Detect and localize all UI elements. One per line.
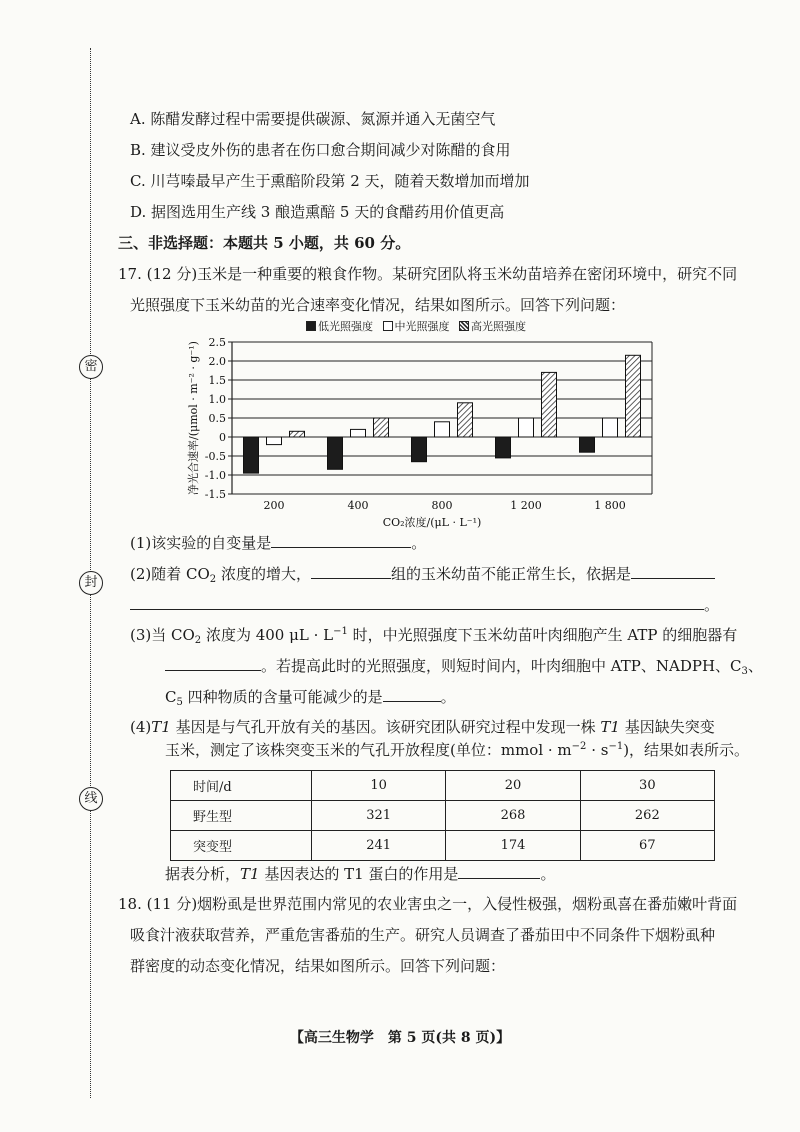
q17-part2-cont (130, 594, 719, 615)
bar-高光照强度 (458, 403, 473, 437)
q17-part2-end: 。 (704, 596, 720, 614)
bar-低光照强度 (580, 437, 595, 452)
chart-legend (300, 318, 526, 334)
y-tick-label: -1.5 (204, 488, 226, 501)
q17-part3-text-b: 浓度为 400 μL · L (201, 626, 334, 644)
y-tick-label: 0 (219, 431, 226, 444)
q17-part3-text-g: 四种物质的含量可能减少的是 (182, 688, 383, 706)
q17-part2-sub: 2 (209, 574, 217, 585)
y-tick-label: -0.5 (204, 450, 226, 463)
q17-part4 (130, 716, 715, 737)
q17-part4-sup1: −2 (571, 741, 587, 752)
bar-高光照强度 (374, 418, 389, 437)
table-cell: 67 (580, 831, 714, 861)
bar-中光照强度 (435, 422, 450, 437)
bar-低光照强度 (412, 437, 427, 462)
q17-part3-sup: −1 (333, 626, 348, 637)
x-tick-label: 1 200 (510, 499, 542, 512)
q17-part4-gene2: T1 (600, 718, 620, 736)
q17-after-text-a: 据表分析， (165, 865, 241, 883)
stomata-table (170, 770, 715, 861)
table-cell: 突变型 (171, 831, 312, 861)
q17-part1-end: 。 (411, 534, 427, 552)
bar-中光照强度 (351, 429, 366, 437)
q17-part3-text-f: C (165, 688, 177, 706)
bar-高光照强度 (542, 372, 557, 437)
section-heading: 三、非选择题：本题共 5 小题，共 60 分。 (118, 234, 411, 252)
q17-after-gene: T1 (240, 865, 260, 883)
y-tick-label: 1.0 (208, 393, 226, 406)
page-footer: 【高三生物学 第 5 页(共 8 页)】 (289, 1030, 511, 1046)
q17-part4-text-c: 基因缺失突变 (619, 718, 715, 736)
q17-part3 (130, 624, 737, 646)
y-axis-title: 净光合速率/(μmol · m⁻² · g⁻¹) (187, 341, 200, 495)
table-header-row (171, 771, 715, 801)
q17-part3-sub2: 3 (741, 666, 748, 677)
answer-blank-2b[interactable] (631, 564, 715, 579)
q17-part1-text: (1)该实验的自变量是 (130, 534, 272, 552)
margin-char-xian: 线 (79, 787, 103, 811)
q17-part4-text-f: )，结果如表所示。 (623, 741, 750, 759)
q17-after-text-b: 基因表达的 T1 蛋白的作用是 (259, 865, 459, 883)
q17-part3-text-h: 。 (440, 688, 456, 706)
table-cell: 262 (580, 801, 714, 831)
answer-blank-4[interactable] (458, 864, 540, 879)
table-cell: 野生型 (171, 801, 312, 831)
legend-label-low: 低光照强度 (318, 320, 373, 333)
table-cell: 268 (446, 801, 580, 831)
q17-part4-text-a: (4) (130, 718, 152, 736)
q17-part3-line3 (165, 686, 456, 708)
answer-blank-2a[interactable] (311, 564, 391, 579)
q17-part4-sup2: −1 (608, 741, 624, 752)
q18-stem-line3: 群密度的动态变化情况，结果如图所示。回答下列问题： (130, 957, 506, 975)
table-cell: 321 (312, 801, 446, 831)
table-header-cell: 30 (580, 771, 714, 801)
option-d: D. 据图选用生产线 3 酿造熏醅 5 天的食醋药用价值更高 (130, 203, 505, 221)
bar-中光照强度 (519, 418, 534, 437)
q17-stem-line1: 17. (12 分)玉米是一种重要的粮食作物。某研究团队将玉米幼苗培养在密闭环境中，研究不同 (118, 265, 738, 283)
q17-part4-text-d: 玉米，测定了该株突变玉米的气孔开放程度(单位：mmol · m (165, 741, 572, 759)
answer-blank-3b[interactable] (383, 687, 441, 702)
answer-blank-2c[interactable] (130, 595, 704, 610)
x-tick-label: 400 (347, 499, 369, 512)
q17-part2 (130, 563, 715, 585)
q17-part3-text-c: 时，中光照强度下玉米幼苗叶肉细胞产生 ATP 的细胞器有 (347, 626, 738, 644)
bar-低光照强度 (496, 437, 511, 458)
answer-blank-1[interactable] (271, 533, 411, 548)
legend-swatch-low (306, 321, 316, 331)
q17-part3-text-a: (3)当 CO (130, 626, 195, 644)
bar-高光照强度 (626, 355, 641, 437)
table-cell: 174 (446, 831, 580, 861)
option-b: B. 建议受皮外伤的患者在伤口愈合期间减少对陈醋的食用 (130, 141, 511, 159)
bar-中光照强度 (267, 437, 282, 445)
margin-char-feng: 封 (79, 571, 103, 595)
y-tick-label: 1.5 (208, 374, 226, 387)
table-header-cell: 20 (446, 771, 580, 801)
q17-part2-text-b: 浓度的增大， (216, 565, 311, 583)
q17-stem-line2: 光照强度下玉米幼苗的光合速率变化情况，结果如图所示。回答下列问题： (130, 296, 626, 314)
y-tick-label: -1.0 (204, 469, 226, 482)
q17-part4-line2 (165, 739, 749, 760)
q17-part4-text-b: 基因是与气孔开放有关的基因。该研究团队研究过程中发现一株 (170, 718, 601, 736)
option-a: A. 陈醋发酵过程中需要提供碳源、氮源并通入无菌空气 (130, 110, 496, 128)
q17-part1 (130, 532, 426, 553)
table-row (171, 831, 715, 861)
answer-blank-3a[interactable] (165, 656, 261, 671)
table-header-cell: 时间/d (171, 771, 312, 801)
q17-part4-gene: T1 (151, 718, 171, 736)
x-tick-label: 800 (431, 499, 453, 512)
table-cell: 241 (312, 831, 446, 861)
option-c: C. 川芎嗪最早产生于熏醅阶段第 2 天，随着天数增加而增加 (130, 172, 530, 190)
q17-part3-sub: 2 (194, 635, 202, 646)
bar-中光照强度 (603, 418, 618, 437)
q17-part3-sub3: 5 (176, 697, 183, 708)
q17-part4-text-e: · s (586, 741, 609, 759)
table-row (171, 801, 715, 831)
q17-part3-text-d: 。若提高此时的光照强度，则短时间内，叶肉细胞中 ATP、NADPH、C (261, 657, 742, 675)
q17-part3-line2 (165, 655, 763, 677)
q17-after-text-c: 。 (540, 865, 556, 883)
q17-part3-text-e: 、 (747, 657, 763, 675)
bar-高光照强度 (290, 431, 305, 437)
x-axis-title: CO₂浓度/(μL · L⁻¹) (382, 516, 482, 529)
legend-label-high: 高光照强度 (471, 320, 526, 333)
y-tick-label: 0.5 (208, 412, 226, 425)
legend-label-mid: 中光照强度 (394, 320, 450, 333)
x-tick-label: 1 800 (594, 499, 626, 512)
legend-swatch-high (459, 321, 469, 331)
legend-swatch-mid (383, 321, 393, 331)
margin-char-mi: 密 (79, 355, 103, 379)
q18-stem-line2: 吸食汁液获取营养，严重危害番茄的生产。研究人员调查了番茄田中不同条件下烟粉虱种 (130, 926, 716, 944)
x-tick-label: 200 (263, 499, 285, 512)
bar-低光照强度 (244, 437, 259, 473)
table-header-cell: 10 (312, 771, 446, 801)
q17-part2-text-c: 组的玉米幼苗不能正常生长，依据是 (390, 565, 631, 583)
q17-part2-text-a: (2)随着 CO (130, 565, 210, 583)
q17-table-question (165, 863, 555, 884)
y-tick-label: 2.0 (208, 355, 226, 368)
bar-低光照强度 (328, 437, 343, 469)
y-tick-label: 2.5 (208, 336, 226, 349)
q18-stem-line1: 18. (11 分)烟粉虱是世界范围内常见的农业害虫之一，入侵性极强，烟粉虱喜在番茄嫩叶背面 (118, 895, 738, 913)
